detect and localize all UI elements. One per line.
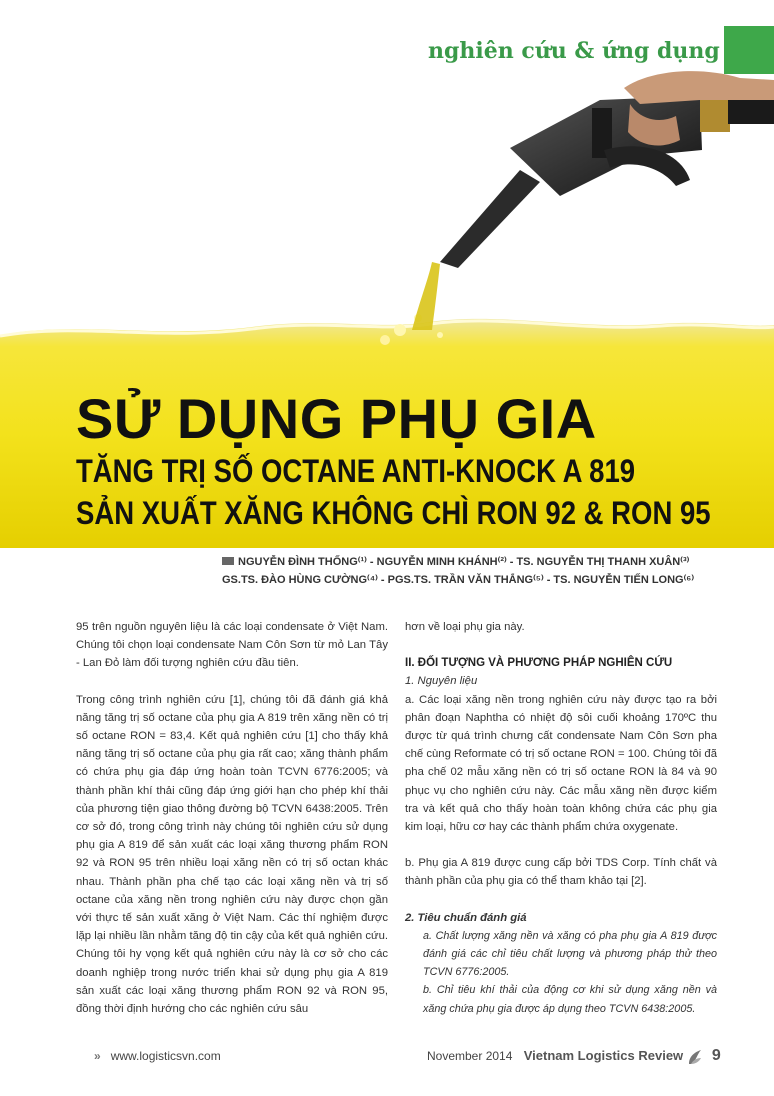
subsection-heading: 1. Nguyên liệu (405, 675, 478, 688)
author-list (222, 553, 742, 589)
criteria-item: a. Chất lượng xăng nền và xăng có pha phụ gia A 819 được đánh giá các chỉ tiêu chất lượng và phương pháp thử theo TCVN 6776:2005. (423, 929, 717, 979)
magazine-logo-icon (687, 1048, 703, 1066)
double-chevron-icon: » (94, 1049, 101, 1063)
body-column-left (76, 618, 388, 1036)
article-subtitle-line-1: TĂNG TRỊ SỐ OCTANE ANTI-KNOCK A 819 (76, 453, 636, 489)
article-subtitle-line-2: SẢN XUẤT XĂNG KHÔNG CHÌ RON 92 & RON 95 (76, 495, 711, 531)
author-marker-icon (222, 557, 234, 565)
magazine-name: Vietnam Logistics Review (523, 1048, 684, 1063)
paragraph: hơn về loại phụ gia này. (405, 621, 525, 633)
issue-date: November 2014 (427, 1049, 513, 1063)
paragraph: b. Phụ gia A 819 được cung cấp bởi TDS Corp. Tính chất và thành phần của phụ gia có thể tham khảo tại [2]. (405, 857, 717, 888)
paragraph: a. Các loại xăng nền trong nghiên cứu này được tạo ra bởi phân đoạn Naphtha có nhiệt độ sôi cuối khoảng 170ºC thu được từ quá trình chưng cất condensate Nam Côn Sơn pha chế cùng Reformate có trị số octane RON = 100. Chúng tôi đã pha chế 02 mẫu xăng nền có trị số octane RON là 84 và 90 phục vụ cho nghiên cứu này. Các mẫu xăng nền được kiểm tra và kết quả cho thấy hoàn toàn không chứa các phụ gia kim loại, hữu cơ hay các thành phẩm chứa oxygenate. (405, 693, 717, 834)
body-column-right (405, 618, 717, 1018)
footer-issue-info (427, 1047, 721, 1066)
section-heading: II. ĐỐI TƯỢNG VÀ PHƯƠNG PHÁP NGHIÊN CỨU (405, 657, 673, 670)
author-line-2: GS.TS. ĐÀO HÙNG CƯỜNG⁽⁴⁾ - PGS.TS. TRẦN VĂN THẮNG⁽⁵⁾ - TS. NGUYỄN TIẾN LONG⁽⁶⁾ (222, 574, 695, 586)
article-title-block (76, 388, 736, 534)
paragraph: 95 trên nguồn nguyên liệu là các loại condensate ở Việt Nam. Chúng tôi chọn loại condensate Nam Côn Sơn từ mỏ Lan Tây - Lan Đỏ làm đối tượng nghiên cứu đầu tiên. (76, 621, 388, 670)
section-header: nghiên cứu & ứng dụng (428, 38, 720, 64)
criteria-item: b. Chỉ tiêu khí thải của động cơ khi sử dụng xăng nền và xăng chứa phụ gia được áp dụng theo TCVN 6438:2005. (423, 984, 717, 1015)
page-number: 9 (711, 1047, 721, 1064)
author-line-1 (222, 553, 742, 571)
subsection-heading: 2. Tiêu chuẩn đánh giá (405, 911, 527, 924)
article-title: SỬ DỤNG PHỤ GIA (76, 387, 597, 450)
section-color-tab (724, 26, 774, 74)
footer-website (94, 1049, 221, 1063)
website-link[interactable]: www.logisticsvn.com (110, 1049, 221, 1063)
author-line-1-text: NGUYỄN ĐÌNH THỐNG⁽¹⁾ - NGUYỄN MINH KHÁNH⁽²⁾ - TS. NGUYỄN THỊ THANH XUÂN⁽³⁾ (238, 556, 690, 568)
paragraph: Trong công trình nghiên cứu [1], chúng tôi đã đánh giá khả năng tăng trị số octane của phụ gia A 819 trên xăng nền có trị số octane RON = 83,4. Kết quả nghiên cứu [1] cho thấy khả năng tăng trị số octane của phụ gia rất cao; xăng thành phẩm có chứa phụ gia đáp ứng hoàn toàn TCVN 6776:2005; và thành phần khí thải cũng đáp ứng giới hạn cho phép khí thải của phương tiện giao thông đường bộ TCVN 6438:2005. Trên cơ sở đó, trong công trình này chúng tôi nghiên cứu sử dụng phụ gia A 819 để sản xuất các loại xăng thương phẩm RON 92 và RON 95 trên nhiều loại xăng nền có trị số octan khác nhau. Thành phần pha chế tạo các loại xăng nền và trị số octane của xăng nền trong nghiên cứu này được chọn gần với thực tế sản xuất xăng ở Việt Nam. Các thí nghiệm được lặp lại nhiều lần nhằm tăng độ tin cậy của kết quả nghiên cứu. Chúng tôi hy vọng kết quả nghiên cứu này là cơ sở cho các doanh nghiệp trong nước triển khai sử dụng phụ gia A 819 sản xuất các loại xăng thương phẩm RON 92 và RON 95, đồng thời định hướng cho các nghiên cứu sâu (76, 693, 388, 1016)
